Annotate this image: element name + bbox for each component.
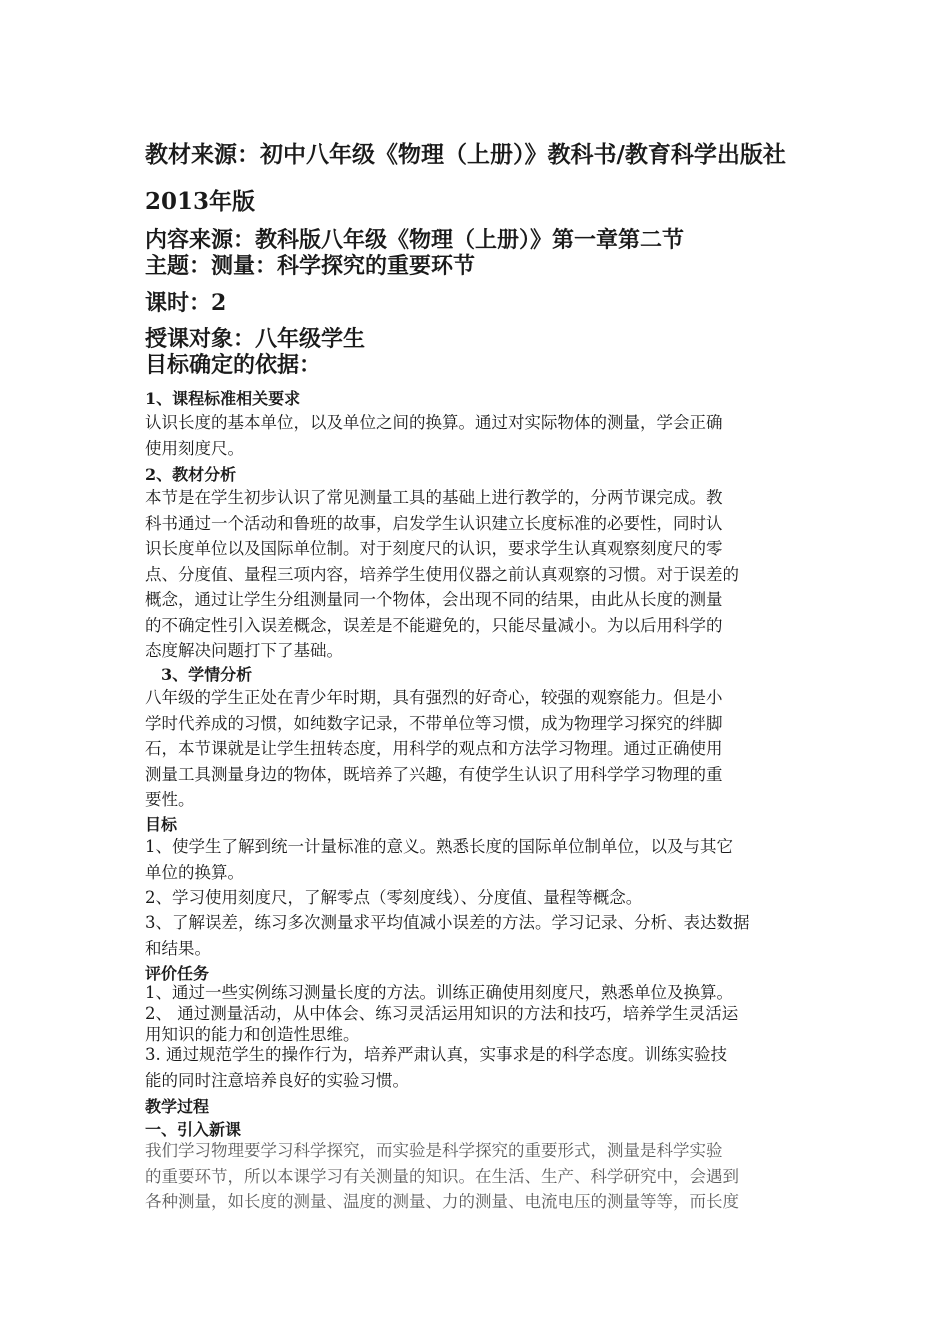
intro-body bbox=[145, 1138, 810, 1215]
text-line: 八年级的学生正处在青少年时期，具有强烈的好奇心，较强的观察能力。但是小 bbox=[145, 688, 723, 707]
text-line: 3. 通过规范学生的操作行为，培养严肃认真，实事求是的科学态度。训练实验技 bbox=[145, 1045, 727, 1064]
evaluation-3 bbox=[145, 1042, 810, 1093]
text-line: 识长度单位以及国际单位制。对于刻度尺的认识，要求学生认真观察刻度尺的零 bbox=[145, 539, 723, 558]
text-line: 点、分度值、量程三项内容，培养学生使用仪器之前认真观察的习惯。对于误差的 bbox=[145, 564, 739, 584]
text-line: 能的同时注意培养良好的实验习惯。 bbox=[145, 1070, 409, 1090]
goal-1 bbox=[145, 834, 810, 885]
section-goals-title: 目标 bbox=[145, 815, 178, 834]
class-hours: 课时：2 bbox=[145, 290, 227, 316]
text-line: 科书通过一个活动和鲁班的故事，启发学生认识建立长度标准的必要性，同时认 bbox=[145, 513, 723, 533]
evaluation-2 bbox=[145, 1003, 810, 1045]
text-line: 测量工具测量身边的物体，既培养了兴趣，有使学生认识了用科学学习物理的重 bbox=[145, 764, 723, 784]
text-line: 各种测量，如长度的测量、温度的测量、力的测量、电流电压的测量等等，而长度 bbox=[145, 1192, 739, 1211]
section-textbook-body bbox=[145, 485, 810, 664]
text-line: 本节是在学生初步认识了常见测量工具的基础上进行教学的，分两节课完成。教 bbox=[145, 488, 723, 507]
text-line: 使用刻度尺。 bbox=[145, 438, 244, 458]
text-line: 态度解决问题打下了基础。 bbox=[145, 641, 343, 660]
section-students-title: 3、学情分析 bbox=[161, 665, 253, 684]
text-line: 我们学习物理要学习科学探究，而实验是科学探究的重要形式，测量是科学实验 bbox=[145, 1141, 723, 1160]
text-line: 的重要环节，所以本课学习有关测量的知识。在生活、生产、科学研究中，会遇到 bbox=[145, 1166, 739, 1186]
text-line: 认识长度的基本单位，以及单位之间的换算。通过对实际物体的测量，学会正确 bbox=[145, 413, 723, 432]
audience: 授课对象：八年级学生 bbox=[145, 326, 366, 352]
section-textbook-title: 2、教材分析 bbox=[145, 465, 237, 484]
section-standards-body bbox=[145, 410, 810, 461]
section-standards-title: 1、课程标准相关要求 bbox=[145, 389, 301, 408]
text-line: 要性。 bbox=[145, 790, 195, 809]
text-line: 3、了解误差，练习多次测量求平均值减小误差的方法。学习记录、分析、表达数据 bbox=[145, 913, 750, 932]
intro-title: 一、引入新课 bbox=[145, 1120, 242, 1139]
text-line: 2、 通过测量活动，从中体会、练习灵活运用知识的方法和技巧，培养学生灵活运 bbox=[145, 1004, 739, 1023]
goal-3 bbox=[145, 910, 810, 961]
basis-title: 目标确定的依据： bbox=[145, 352, 322, 378]
text-line: 的不确定性引入误差概念，误差是不能避免的，只能尽量减小。为以后用科学的 bbox=[145, 615, 723, 635]
evaluation-1 bbox=[145, 982, 810, 1003]
text-line: 1、通过一些实例练习测量长度的方法。训练正确使用刻度尺，熟悉单位及换算。 bbox=[145, 983, 733, 1002]
topic: 主题：测量：科学探究的重要环节 bbox=[145, 253, 476, 279]
section-process-title: 教学过程 bbox=[145, 1097, 210, 1116]
textbook-source-line2: 2013年版 bbox=[145, 188, 256, 215]
text-line: 单位的换算。 bbox=[145, 862, 244, 882]
section-students-body bbox=[145, 685, 810, 813]
text-line: 1、使学生了解到统一计量标准的意义。熟悉长度的国际单位制单位，以及与其它 bbox=[145, 837, 733, 856]
text-line: 和结果。 bbox=[145, 938, 211, 958]
goal-2 bbox=[145, 885, 810, 911]
text-line: 概念，通过让学生分组测量同一个物体，会出现不同的结果，由此从长度的测量 bbox=[145, 590, 723, 609]
textbook-source-line1: 教材来源：初中八年级《物理（上册）》教科书/教育科学出版社 bbox=[145, 141, 786, 168]
content-source: 内容来源：教科版八年级《物理（上册）》第一章第二节 bbox=[145, 227, 685, 253]
text-line: 学时代养成的习惯，如纯数字记录，不带单位等习惯，成为物理学习探究的绊脚 bbox=[145, 713, 723, 733]
text-line: 石，本节课就是让学生扭转态度，用科学的观点和方法学习物理。通过正确使用 bbox=[145, 739, 723, 758]
text-line: 2、学习使用刻度尺，了解零点（零刻度线）、分度值、量程等概念。 bbox=[145, 888, 643, 907]
section-evaluation-title: 评价任务 bbox=[145, 964, 210, 983]
text-line: 用知识的能力和创造性思维。 bbox=[145, 1025, 360, 1044]
